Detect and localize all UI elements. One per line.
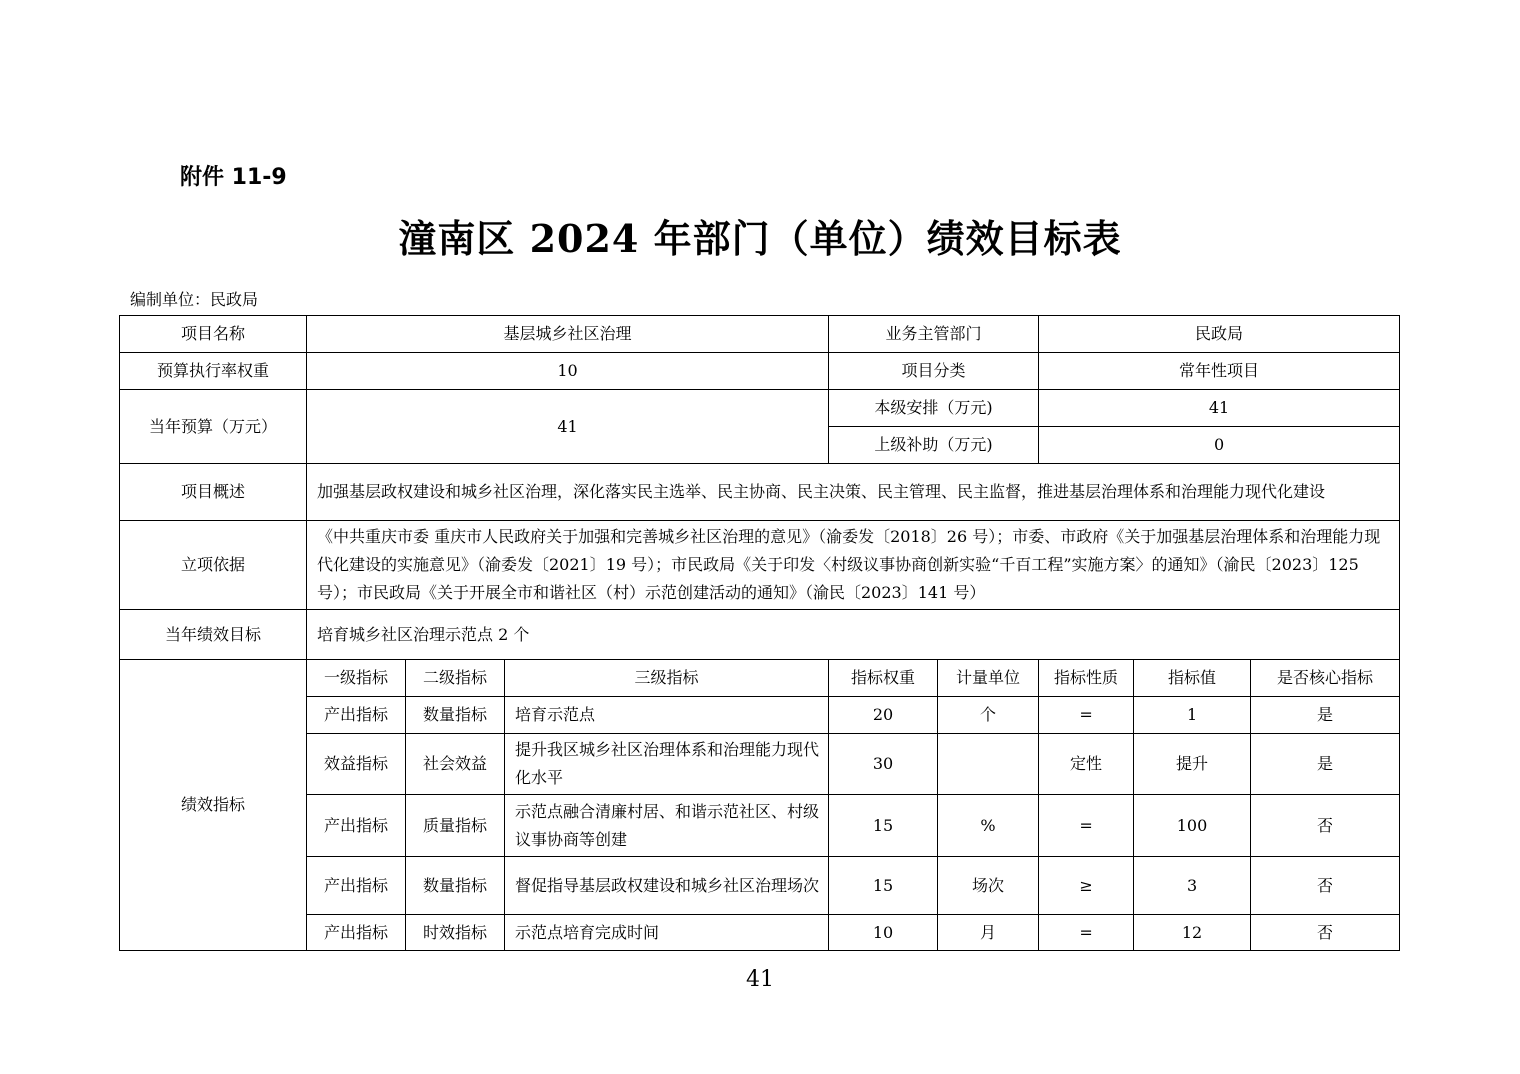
- table-row: [120, 316, 1400, 353]
- table-cell: 产出指标: [307, 857, 406, 915]
- overview-label: 项目概述: [120, 464, 307, 521]
- table-cell: =: [1039, 795, 1134, 857]
- column-header: 指标性质: [1039, 660, 1134, 697]
- upper-value: 0: [1039, 427, 1400, 464]
- table-cell: 3: [1134, 857, 1251, 915]
- table-cell: 示范点融合清廉村居、和谐示范社区、村级议事协商等创建: [505, 795, 829, 857]
- category-value: 常年性项目: [1039, 353, 1400, 390]
- budget-weight-label: 预算执行率权重: [120, 353, 307, 390]
- table-cell: [938, 734, 1039, 795]
- column-header: 是否核心指标: [1251, 660, 1400, 697]
- table-cell: 10: [829, 915, 938, 951]
- table-cell: 1: [1134, 697, 1251, 734]
- table-cell: 产出指标: [307, 697, 406, 734]
- column-header: 二级指标: [406, 660, 505, 697]
- category-label: 项目分类: [829, 353, 1039, 390]
- table-cell: 是: [1251, 734, 1400, 795]
- page-number: 41: [746, 967, 774, 992]
- basis-text: 《中共重庆市委 重庆市人民政府关于加强和完善城乡社区治理的意见》（渝委发〔2018〕26 号）；市委、市政府《关于加强基层治理体系和治理能力现代化建设的实施意见》（渝委发〔2021〕19 号）；市民政局《关于印发〈村级议事协商创新实验“千百工程”实施方案〉的通知》（渝民〔2023〕125 号）；市民政局《关于开展全市和谐社区（村）示范创建活动的通知》（渝民〔2023〕141 号）: [307, 521, 1400, 610]
- table-cell: 社会效益: [406, 734, 505, 795]
- column-header: 一级指标: [307, 660, 406, 697]
- annual-budget-label: 当年预算（万元）: [120, 390, 307, 464]
- table-row: [120, 697, 1400, 734]
- upper-label: 上级补助（万元): [829, 427, 1039, 464]
- goal-label: 当年绩效目标: [120, 610, 307, 660]
- table-cell: ≥: [1039, 857, 1134, 915]
- local-value: 41: [1039, 390, 1400, 427]
- column-header: 指标值: [1134, 660, 1251, 697]
- compiling-unit: 编制单位：民政局: [130, 290, 259, 309]
- overview-text: 加强基层政权建设和城乡社区治理，深化落实民主选举、民主协商、民主决策、民主管理、民主监督，推进基层治理体系和治理能力现代化建设: [307, 464, 1400, 521]
- project-name: 基层城乡社区治理: [307, 316, 829, 353]
- table-row: [120, 610, 1400, 660]
- table-cell: 提升我区城乡社区治理体系和治理能力现代化水平: [505, 734, 829, 795]
- table-header-row: [120, 660, 1400, 697]
- table-row: [120, 857, 1400, 915]
- table-cell: 产出指标: [307, 795, 406, 857]
- table-cell: 100: [1134, 795, 1251, 857]
- table-cell: 否: [1251, 857, 1400, 915]
- performance-table: [119, 315, 1400, 951]
- dept-value: 民政局: [1039, 316, 1400, 353]
- table-cell: 否: [1251, 795, 1400, 857]
- annual-budget: 41: [307, 390, 829, 464]
- table-row: [120, 915, 1400, 951]
- basis-label: 立项依据: [120, 521, 307, 610]
- table-cell: 产出指标: [307, 915, 406, 951]
- column-header: 计量单位: [938, 660, 1039, 697]
- table-cell: 效益指标: [307, 734, 406, 795]
- table-cell: 质量指标: [406, 795, 505, 857]
- project-name-label: 项目名称: [120, 316, 307, 353]
- column-header: 三级指标: [505, 660, 829, 697]
- table-cell: 定性: [1039, 734, 1134, 795]
- dept-label: 业务主管部门: [829, 316, 1039, 353]
- table-cell: 20: [829, 697, 938, 734]
- table-cell: 时效指标: [406, 915, 505, 951]
- indicators-label: 绩效指标: [120, 660, 307, 951]
- table-cell: 提升: [1134, 734, 1251, 795]
- table-cell: 数量指标: [406, 857, 505, 915]
- goal-text: 培育城乡社区治理示范点 2 个: [307, 610, 1400, 660]
- table-row: [120, 734, 1400, 795]
- table-cell: 12: [1134, 915, 1251, 951]
- table-cell: 培育示范点: [505, 697, 829, 734]
- table-cell: 数量指标: [406, 697, 505, 734]
- table-cell: 示范点培育完成时间: [505, 915, 829, 951]
- table-cell: 是: [1251, 697, 1400, 734]
- table-row: [120, 521, 1400, 610]
- table-cell: 15: [829, 795, 938, 857]
- table-cell: 否: [1251, 915, 1400, 951]
- local-label: 本级安排（万元): [829, 390, 1039, 427]
- page-title: 潼南区 2024 年部门（单位）绩效目标表: [398, 216, 1122, 261]
- table-cell: 督促指导基层政权建设和城乡社区治理场次: [505, 857, 829, 915]
- table-cell: 月: [938, 915, 1039, 951]
- attachment-label: 附件 11-9: [180, 165, 287, 190]
- column-header: 指标权重: [829, 660, 938, 697]
- table-row: [120, 390, 1400, 427]
- budget-weight: 10: [307, 353, 829, 390]
- table-row: [120, 464, 1400, 521]
- table-cell: 30: [829, 734, 938, 795]
- table-cell: 个: [938, 697, 1039, 734]
- table-cell: 15: [829, 857, 938, 915]
- table-cell: =: [1039, 697, 1134, 734]
- table-cell: %: [938, 795, 1039, 857]
- table-row: [120, 795, 1400, 857]
- table-row: [120, 353, 1400, 390]
- table-cell: =: [1039, 915, 1134, 951]
- table-cell: 场次: [938, 857, 1039, 915]
